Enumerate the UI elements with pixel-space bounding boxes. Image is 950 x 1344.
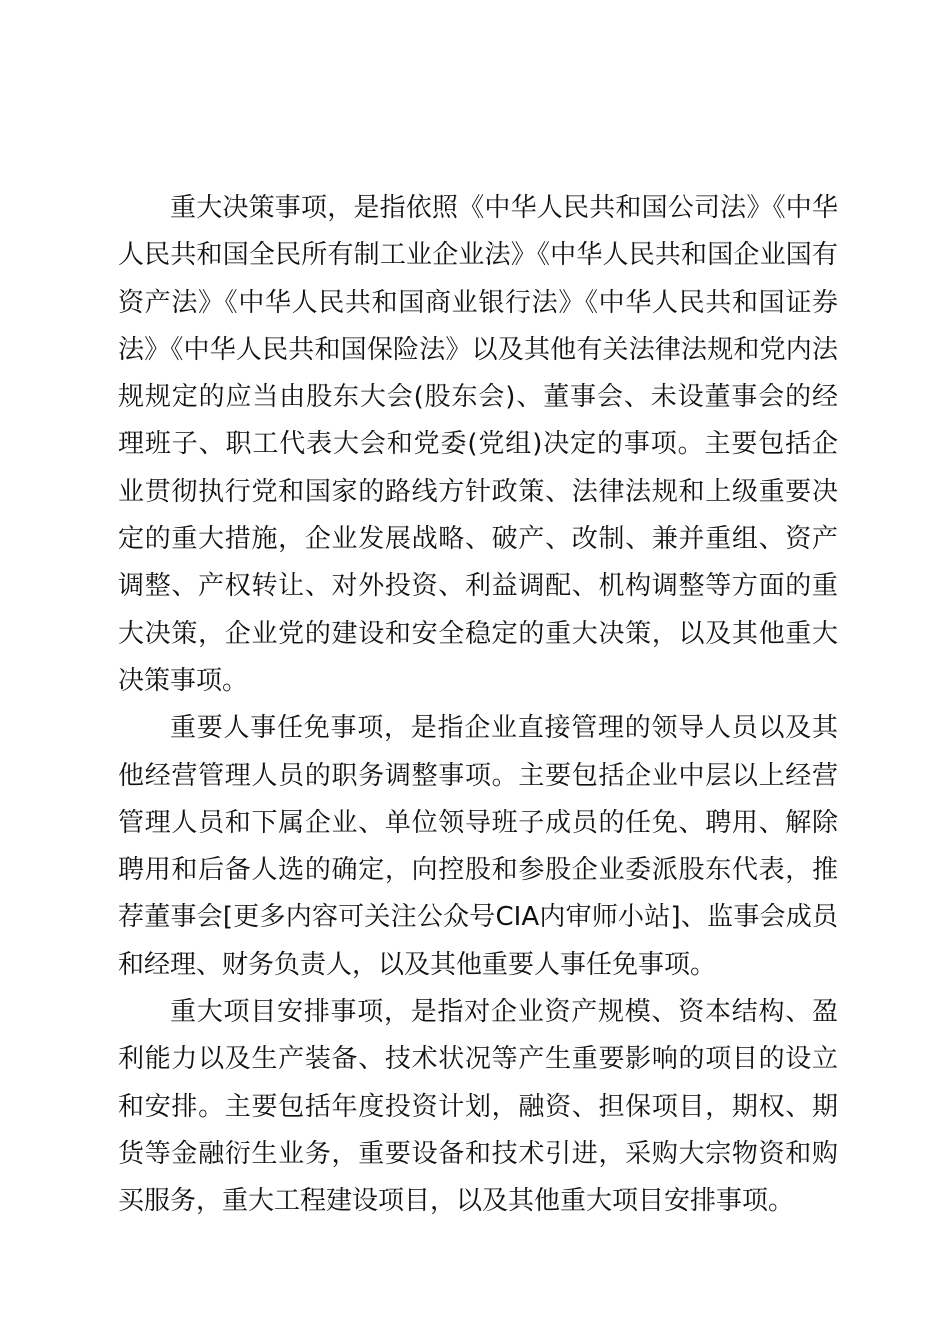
paragraph-major-decisions: 重大决策事项，是指依照《中华人民共和国公司法》《中华人民共和国全民所有制工业企业法》《中华人民共和国企业国有资产法》《中华人民共和国商业银行法》《中华人民共和国证券法》《中华人民共和国保险法》以及其他有关法律法规和党内法规规定的应当由股东大会(股东会)、董事会、未设董事会的经理班子、职工代表大会和党委(党组)决定的事项。主要包括企业贯彻执行党和国家的路线方针政策、法律法规和上级重要决定的重大措施，企业发展战略、破产、改制、兼并重组、资产调整、产权转让、对外投资、利益调配、机构调整等方面的重大决策，企业党的建设和安全稳定的重大决策，以及其他重大决策事项。	[118, 193, 838, 696]
paragraph-personnel-appointments: 重要人事任免事项，是指企业直接管理的领导人员以及其他经营管理人员的职务调整事项。主要包括企业中层以上经营管理人员和下属企业、单位领导班子成员的任免、聘用、解除聘用和后备人选的确定，向控股和参股企业委派股东代表，推荐董事会[更多内容可关注公众号CIA内审师小站]、监事会成员和经理、财务负责人，以及其他重要人事任免事项。	[118, 713, 838, 980]
paragraph-major-projects: 重大项目安排事项，是指对企业资产规模、资本结构、盈利能力以及生产装备、技术状况等产生重要影响的项目的设立和安排。主要包括年度投资计划，融资、担保项目，期权、期货等金融衍生业务，重要设备和技术引进，采购大宗物资和购买服务，重大工程建设项目，以及其他重大项目安排事项。	[118, 997, 838, 1217]
document-body	[118, 185, 838, 1226]
